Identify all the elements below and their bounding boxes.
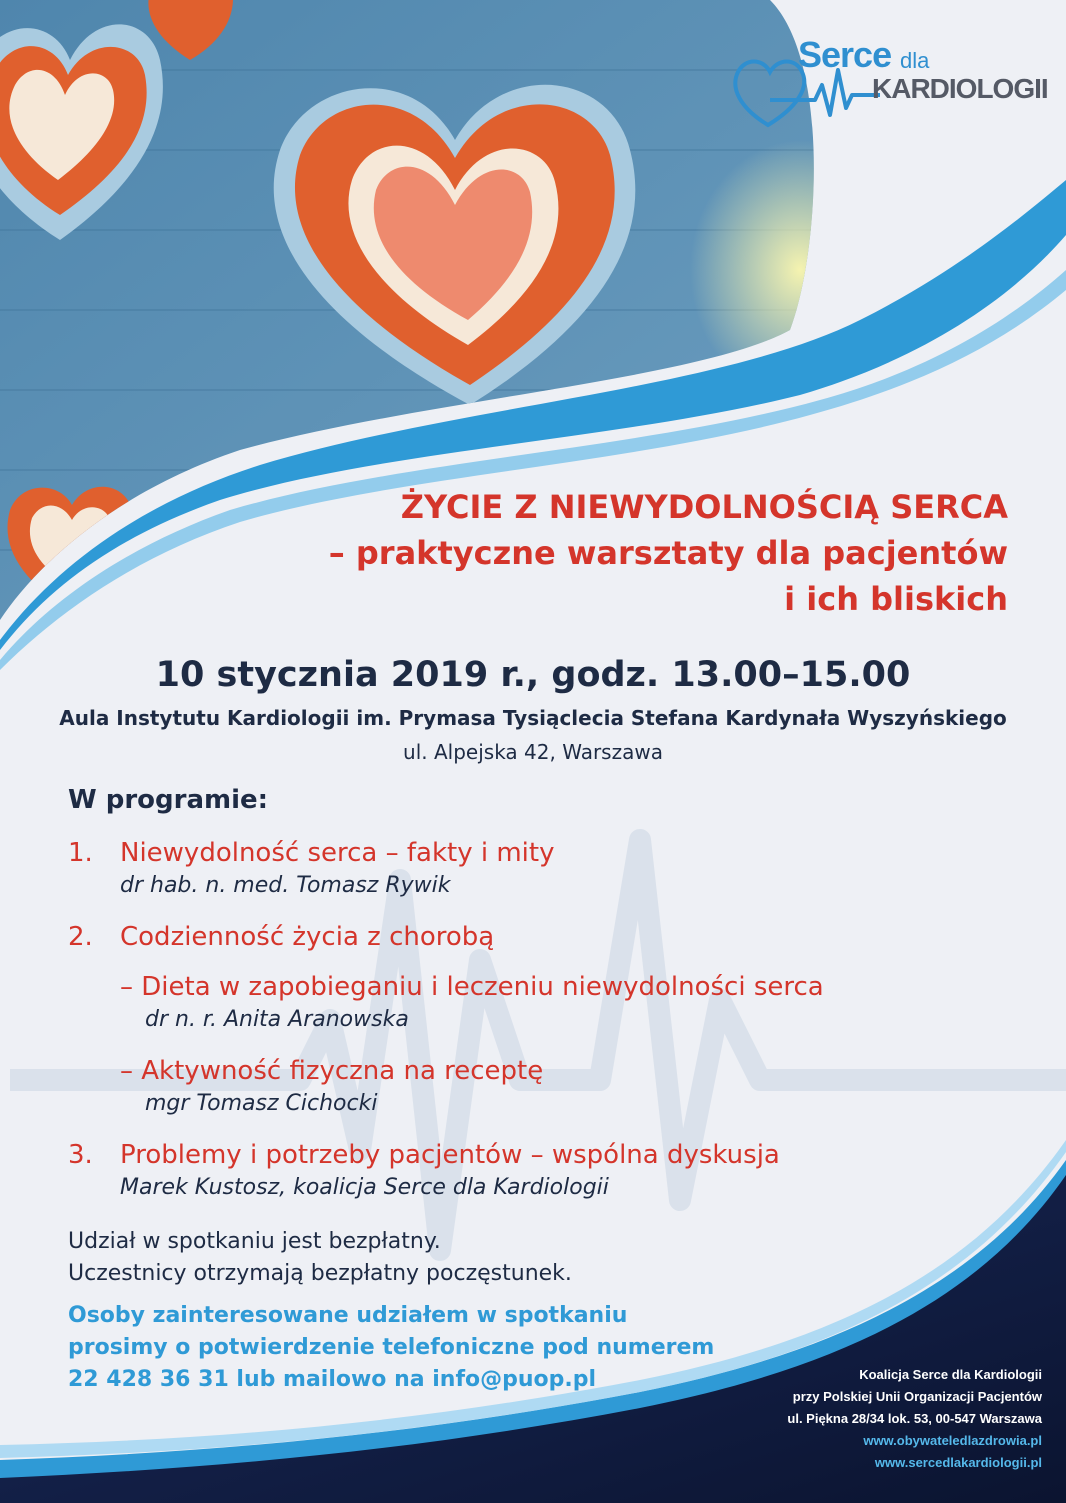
contact-line-2: prosimy o potwierdzenie telefoniczne pod numerem: [68, 1335, 715, 1360]
event-title: [329, 484, 1008, 622]
contact-line-3: 22 428 36 31 lub mailowo na info@puop.pl: [68, 1367, 597, 1392]
program-item-3-number: 3.: [68, 1140, 93, 1170]
logo-dla: dla: [900, 48, 930, 73]
program-subitem-activity-title: – Aktywność fizyczna na receptę: [120, 1056, 544, 1086]
title-line-2: – praktyczne warsztaty dla pacjentów: [328, 534, 1008, 572]
event-address: ul. Alpejska 42, Warszawa: [403, 740, 663, 764]
program-item-2-number: 2.: [68, 922, 93, 952]
event-venue: Aula Instytutu Kardiologii im. Prymasa Tysiąclecia Stefana Kardynała Wyszyńskiego: [59, 706, 1007, 730]
title-line-1: ŻYCIE Z NIEWYDOLNOŚCIĄ SERCA: [400, 488, 1008, 526]
program-subitem-activity-speaker: mgr Tomasz Cichocki: [145, 1091, 378, 1116]
program-heading: W programie:: [68, 785, 269, 815]
program-item-2-title: Codzienność życia z chorobą: [120, 922, 495, 952]
program-item-1-speaker: dr hab. n. med. Tomasz Rywik: [120, 873, 451, 898]
note-free-participation: Udział w spotkaniu jest bezpłatny.: [68, 1229, 441, 1254]
contact-line-1: Osoby zainteresowane udziałem w spotkaniu: [68, 1303, 628, 1328]
program-item-3-title: Problemy i potrzeby pacjentów – wspólna dyskusja: [120, 1140, 780, 1170]
footer-website-2[interactable]: www.sercedlakardiologii.pl: [874, 1455, 1042, 1470]
logo-brand: Serce: [798, 34, 892, 75]
footer-org-parent: przy Polskiej Unii Organizacji Pacjentów: [792, 1389, 1042, 1404]
footer-website-1[interactable]: www.obywateledlazdrowia.pl: [863, 1433, 1042, 1448]
program-subitem-diet-title: – Dieta w zapobieganiu i leczeniu niewydolności serca: [120, 972, 824, 1002]
note-snack: Uczestnicy otrzymają bezpłatny poczęstunek.: [68, 1261, 572, 1286]
title-line-3: i ich bliskich: [784, 580, 1008, 618]
footer-address: ul. Piękna 28/34 lok. 53, 00-547 Warszawa: [787, 1411, 1042, 1426]
logo-kardiologii: KARDIOLOGII: [872, 73, 1048, 104]
program-item-1-number: 1.: [68, 838, 93, 868]
program-item-3-speaker: Marek Kustosz, koalicja Serce dla Kardiologii: [120, 1175, 609, 1200]
event-date: 10 stycznia 2019 r., godz. 13.00–15.00: [155, 655, 911, 695]
program-item-1-title: Niewydolność serca – fakty i mity: [120, 838, 555, 868]
program-subitem-diet-speaker: dr n. r. Anita Aranowska: [145, 1007, 409, 1032]
footer-org-name: Koalicja Serce dla Kardiologii: [859, 1367, 1042, 1382]
